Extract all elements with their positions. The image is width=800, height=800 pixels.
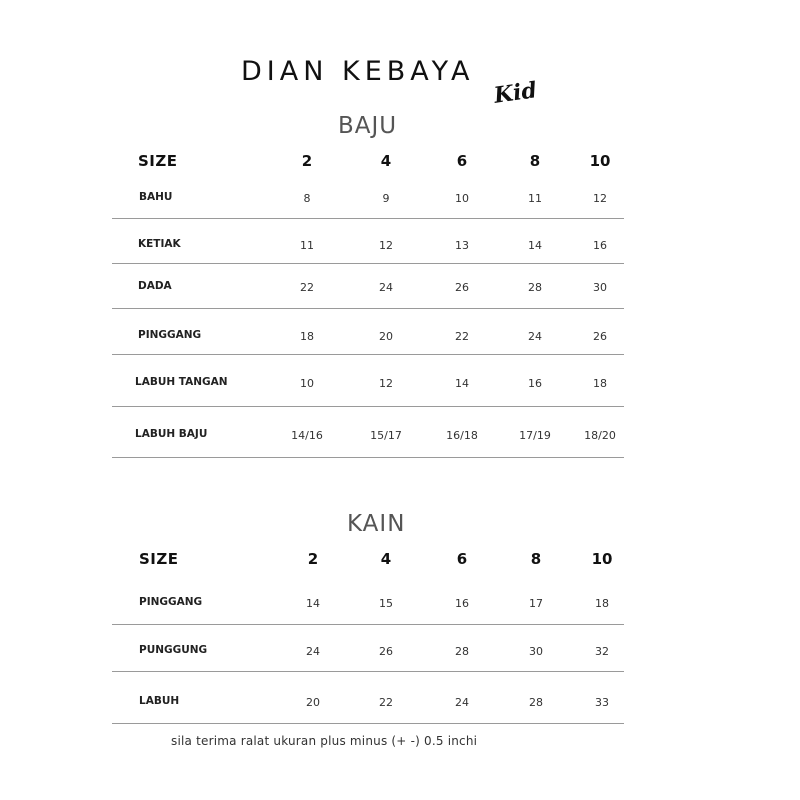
baju-row-label: PINGGANG xyxy=(138,329,202,341)
baju-table-cell: 13 xyxy=(455,239,469,252)
baju-size-header: 6 xyxy=(456,152,468,170)
kain-row-divider xyxy=(112,671,624,672)
kain-size-header: 10 xyxy=(591,550,613,568)
baju-table-cell: 18 xyxy=(300,330,314,343)
baju-table-cell: 17/19 xyxy=(519,429,551,442)
baju-size-header: 8 xyxy=(529,152,541,170)
kain-table-cell: 18 xyxy=(595,597,609,610)
baju-row-label: DADA xyxy=(138,280,172,292)
kain-size-header: 2 xyxy=(307,550,319,568)
baju-size-header-label: SIZE xyxy=(138,152,178,170)
kain-row-label: PUNGGUNG xyxy=(139,644,208,656)
baju-table-cell: 22 xyxy=(300,281,314,294)
baju-row-label: LABUH TANGAN xyxy=(135,376,228,388)
baju-table-cell: 15/17 xyxy=(370,429,402,442)
kain-size-header-label: SIZE xyxy=(139,550,179,568)
kain-row-divider xyxy=(112,723,624,724)
baju-size-header: 2 xyxy=(301,152,313,170)
brand-subtitle: Kid xyxy=(492,77,539,109)
baju-table-cell: 14 xyxy=(528,239,542,252)
kain-table-cell: 28 xyxy=(455,645,469,658)
baju-row-divider xyxy=(112,308,624,309)
baju-table-cell: 18 xyxy=(593,377,607,390)
baju-row-divider xyxy=(112,354,624,355)
baju-table-cell: 8 xyxy=(303,192,311,205)
kain-table-cell: 26 xyxy=(379,645,393,658)
kain-table-cell: 32 xyxy=(595,645,609,658)
kain-table-cell: 14 xyxy=(306,597,320,610)
kain-row-label: LABUH xyxy=(139,695,180,707)
baju-table-cell: 24 xyxy=(528,330,542,343)
baju-table-cell: 14/16 xyxy=(291,429,323,442)
kain-size-header: 8 xyxy=(530,550,542,568)
baju-table-cell: 16 xyxy=(528,377,542,390)
baju-table-cell: 30 xyxy=(593,281,607,294)
kain-section-title: KAIN xyxy=(347,511,406,537)
measurement-note: sila terima ralat ukuran plus minus (+ -) 0.5 inchi xyxy=(171,734,478,748)
baju-row-label: LABUH BAJU xyxy=(135,428,208,440)
kain-size-header: 4 xyxy=(380,550,392,568)
kain-size-header: 6 xyxy=(456,550,468,568)
baju-table-cell: 28 xyxy=(528,281,542,294)
kain-table-cell: 28 xyxy=(529,696,543,709)
kain-table-cell: 24 xyxy=(455,696,469,709)
kain-table-cell: 15 xyxy=(379,597,393,610)
kain-table-cell: 30 xyxy=(529,645,543,658)
kain-table-cell: 20 xyxy=(306,696,320,709)
kain-table-cell: 24 xyxy=(306,645,320,658)
brand-title: DIAN KEBAYA xyxy=(241,56,475,87)
baju-table-cell: 12 xyxy=(379,239,393,252)
baju-table-cell: 26 xyxy=(455,281,469,294)
baju-row-label: BAHU xyxy=(139,191,173,203)
baju-table-cell: 11 xyxy=(300,239,314,252)
kain-table-cell: 22 xyxy=(379,696,393,709)
baju-table-cell: 10 xyxy=(455,192,469,205)
baju-size-header: 4 xyxy=(380,152,392,170)
baju-table-cell: 24 xyxy=(379,281,393,294)
kain-row-label: PINGGANG xyxy=(139,596,203,608)
kain-table-cell: 16 xyxy=(455,597,469,610)
baju-table-cell: 14 xyxy=(455,377,469,390)
baju-section-title: BAJU xyxy=(338,113,398,139)
baju-row-divider xyxy=(112,218,624,219)
baju-table-cell: 10 xyxy=(300,377,314,390)
baju-size-header: 10 xyxy=(589,152,611,170)
baju-row-divider xyxy=(112,406,624,407)
baju-table-cell: 20 xyxy=(379,330,393,343)
baju-table-cell: 16/18 xyxy=(446,429,478,442)
baju-table-cell: 12 xyxy=(379,377,393,390)
baju-table-cell: 9 xyxy=(382,192,390,205)
baju-table-cell: 18/20 xyxy=(584,429,616,442)
kain-table-cell: 17 xyxy=(529,597,543,610)
baju-table-cell: 22 xyxy=(455,330,469,343)
baju-table-cell: 11 xyxy=(528,192,542,205)
baju-table-cell: 26 xyxy=(593,330,607,343)
baju-row-divider xyxy=(112,457,624,458)
baju-table-cell: 12 xyxy=(593,192,607,205)
baju-table-cell: 16 xyxy=(593,239,607,252)
baju-row-divider xyxy=(112,263,624,264)
baju-row-label: KETIAK xyxy=(138,238,181,250)
kain-table-cell: 33 xyxy=(595,696,609,709)
kain-row-divider xyxy=(112,624,624,625)
